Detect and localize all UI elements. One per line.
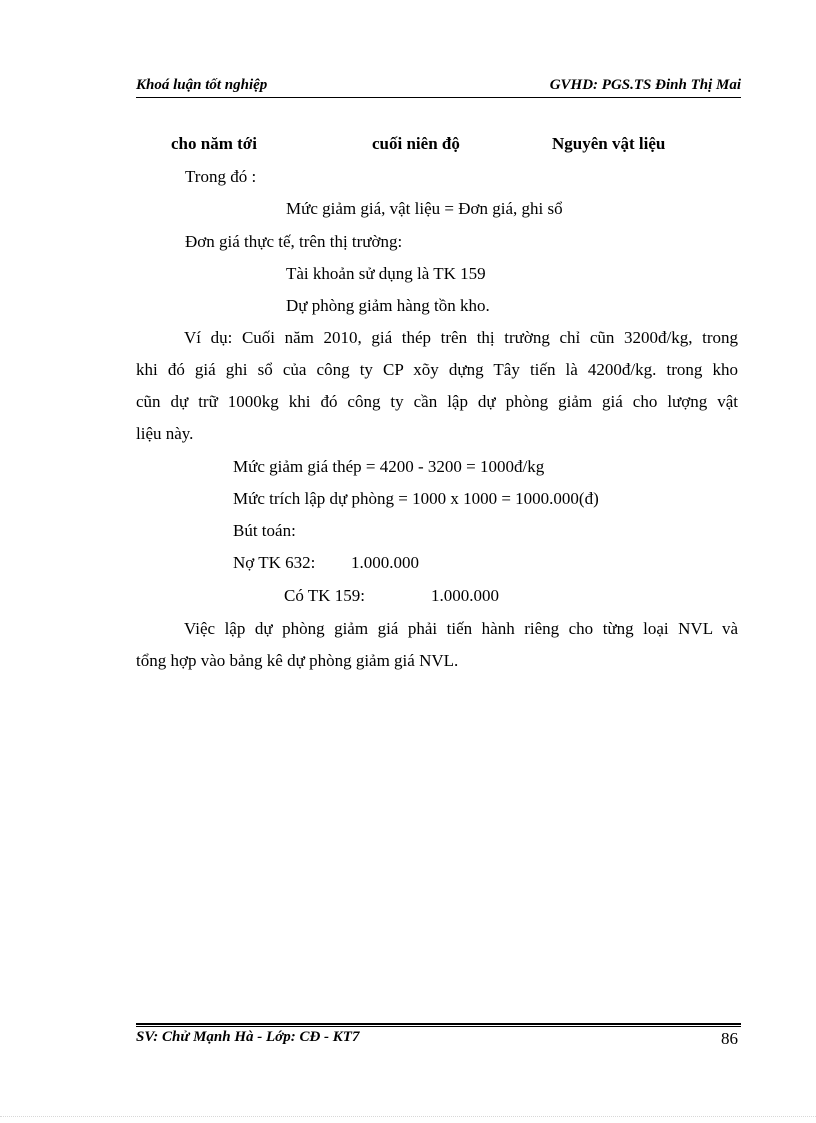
example-line-4: liệu này.: [136, 424, 194, 443]
trong-do-line: Trong đó :: [185, 167, 257, 186]
calc-muc-trich: Mức trích lập dự phòng = 1000 x 1000 = 1000.000(đ): [233, 489, 599, 508]
formula-label-material: Nguyên vật liệu: [552, 134, 666, 153]
closing-line-2: tổng hợp vào bảng kê dự phòng giảm giá NVL.: [136, 651, 459, 670]
header-title: Khoá luận tốt nghiệp: [136, 77, 268, 93]
calc-co-label: Có TK 159:: [284, 586, 365, 605]
calc-muc-giam-thep: Mức giảm giá thép = 4200 - 3200 = 1000đ/kg: [233, 457, 545, 476]
footer-rule-thick: [136, 1023, 741, 1025]
calc-no-label: Nợ TK 632:: [233, 553, 316, 572]
calc-no-value: 1.000.000: [351, 553, 419, 572]
footer-student: SV: Chử Mạnh Hà - Lớp: CĐ - KT7: [136, 1029, 360, 1045]
closing-line-1: Việc lập dự phòng giảm giá phải tiến hành riêng cho từng loại NVL và: [184, 619, 738, 638]
example-line-3: cũn dự trữ 1000kg khi đó công ty cần lập dự phòng giảm giá cho lượng vật: [136, 392, 738, 411]
page-edge-dots: [0, 1116, 816, 1117]
calc-but-toan: Bút toán:: [233, 521, 296, 540]
formula-label-end-period: cuối niên độ: [372, 134, 460, 153]
page-number: 86: [721, 1029, 738, 1048]
header-advisor: GVHD: PGS.TS Đinh Thị Mai: [549, 77, 741, 93]
calc-co-value: 1.000.000: [431, 586, 499, 605]
example-line-1: Ví dụ: Cuối năm 2010, giá thép trên thị trường chỉ cũn 3200đ/kg, trong: [184, 328, 738, 347]
muc-giam-gia-line: Mức giảm giá, vật liệu = Đơn giá, ghi sổ: [286, 199, 563, 218]
header-rule: [136, 97, 741, 98]
du-phong-line: Dự phòng giảm hàng tồn kho.: [286, 296, 490, 315]
don-gia-line: Đơn giá thực tế, trên thị trường:: [185, 232, 403, 251]
formula-label-next-year: cho năm tới: [171, 134, 257, 153]
footer-rule-thin: [136, 1026, 741, 1027]
tai-khoan-line: Tài khoản sử dụng là TK 159: [286, 264, 486, 283]
example-line-2: khi đó giá ghi sổ của công ty CP xõy dựng Tây tiến là 4200đ/kg. trong kho: [136, 360, 738, 379]
